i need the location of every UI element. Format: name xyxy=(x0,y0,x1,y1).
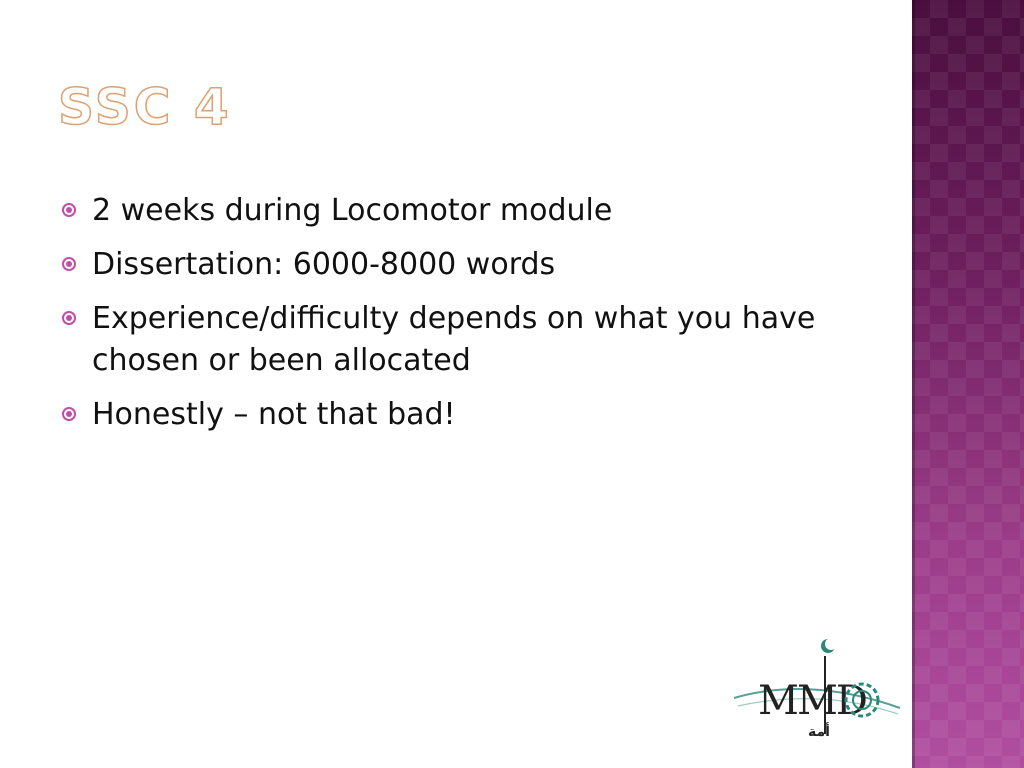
crescent-logo-icon xyxy=(821,638,837,653)
bullet-list xyxy=(62,190,842,448)
bullet-text: Honestly – not that bad! xyxy=(92,397,456,432)
bullet-item xyxy=(62,298,842,382)
logo-arabic-text: أمة xyxy=(808,724,830,740)
bullet-text: Dissertation: 6000-8000 words xyxy=(92,247,556,282)
bullet-circle-icon xyxy=(62,311,76,325)
decorative-side-panel xyxy=(912,0,1024,768)
side-panel-edge xyxy=(912,0,915,768)
diamond-pattern xyxy=(912,0,1024,768)
bullet-circle-icon xyxy=(62,203,76,217)
bullet-circle-icon xyxy=(62,257,76,271)
logo-wordmark: MMD xyxy=(758,678,866,724)
bullet-item xyxy=(62,190,842,232)
bullet-item xyxy=(62,394,842,436)
bullet-circle-icon xyxy=(62,407,76,421)
mmd-logo xyxy=(730,636,905,746)
bullet-item xyxy=(62,244,842,286)
bullet-text: 2 weeks during Locomotor module xyxy=(92,193,613,228)
bullet-text: Experience/difficulty depends on what you have chosen or been allocated xyxy=(92,301,816,378)
slide-title: SSC 4 xyxy=(58,78,232,136)
